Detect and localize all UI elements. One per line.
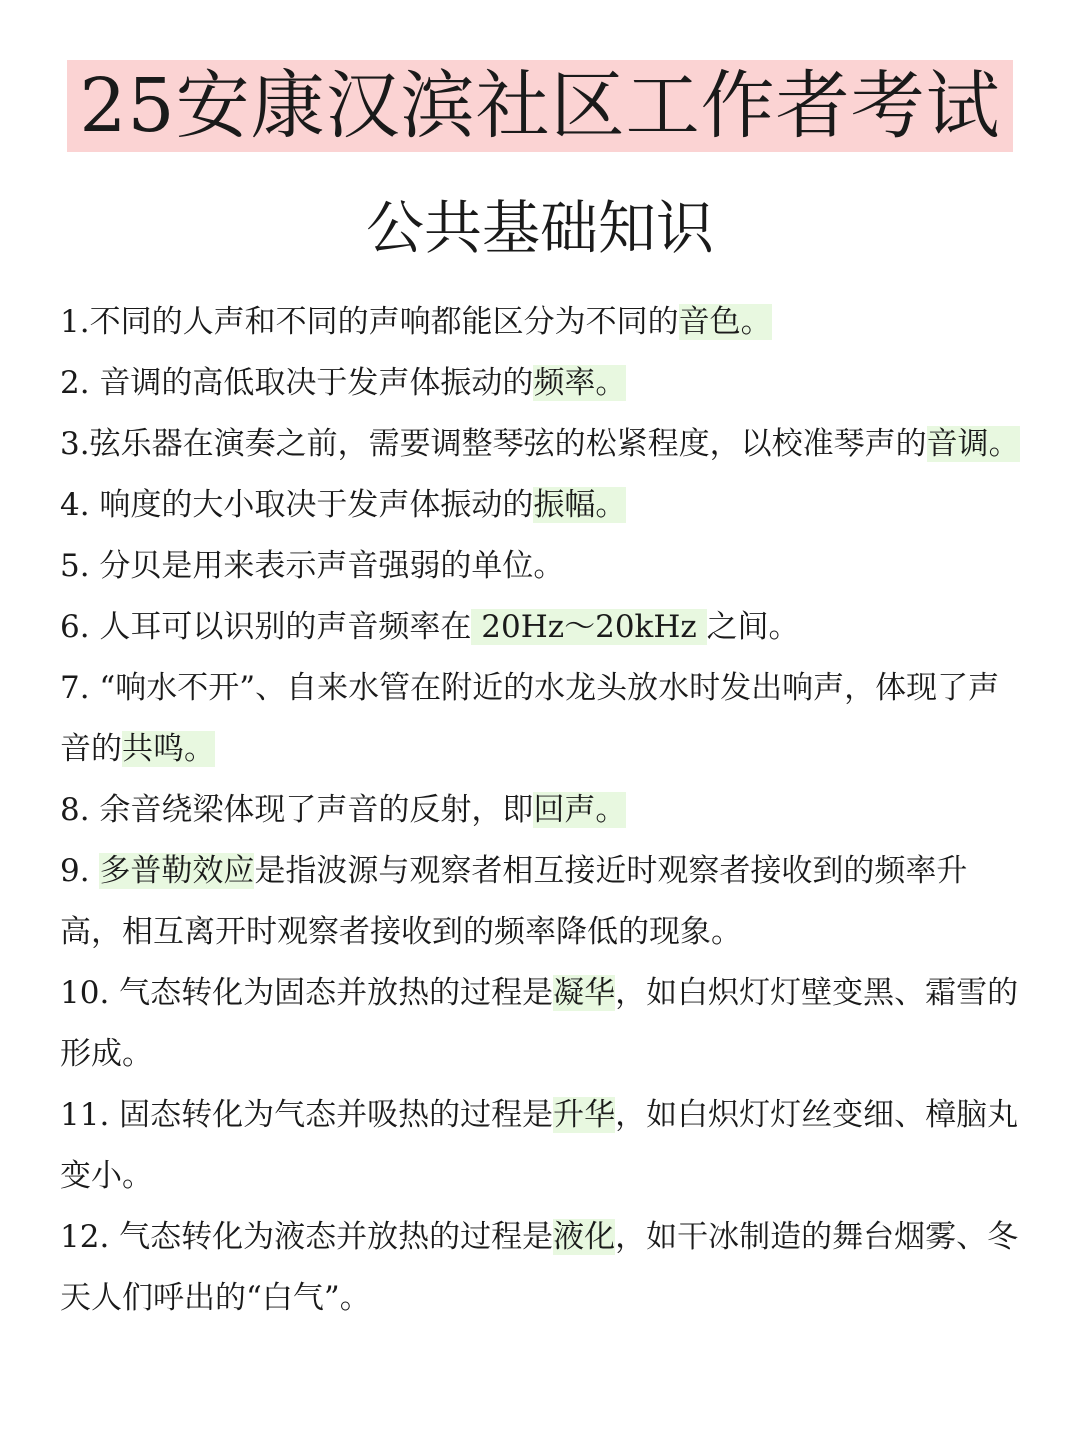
key-term: 音调。 xyxy=(926,426,1020,462)
item-text: 5. 分贝是用来表示声音强弱的单位。 xyxy=(60,548,565,584)
list-item xyxy=(60,841,1022,963)
list-item xyxy=(60,1085,1022,1207)
key-term: 升华 xyxy=(553,1097,616,1133)
item-text: 6. 人耳可以识别的声音频率在 xyxy=(60,609,472,645)
knowledge-list xyxy=(60,292,1022,1329)
item-text-tail: ，如白炽灯灯壁变黑、霜雪的形成。 xyxy=(60,975,1019,1072)
key-term: 多普勒效应 xyxy=(99,853,255,889)
list-item xyxy=(60,1207,1022,1329)
item-text: 1.不同的人声和不同的声响都能区分为不同的 xyxy=(60,304,679,340)
key-term: 回声。 xyxy=(533,792,627,828)
list-item xyxy=(60,597,1022,658)
page-subtitle: 公共基础知识 xyxy=(365,194,714,262)
key-term: 音色。 xyxy=(678,304,772,340)
key-term: 20Hz～20kHz xyxy=(471,609,707,645)
item-text: 3.弦乐器在演奏之前，需要调整琴弦的松紧程度，以校准琴声的 xyxy=(60,426,927,462)
item-text: 9. xyxy=(60,853,100,889)
title-block xyxy=(0,60,1080,152)
item-text: 7. “响水不开”、自来水管在附近的水龙头放水时发出响声，体现了声音的 xyxy=(60,670,1000,767)
item-text-tail: ，如干冰制造的舞台烟雾、冬天人们呼出的“白气”。 xyxy=(60,1219,1019,1316)
list-item xyxy=(60,353,1022,414)
list-item xyxy=(60,963,1022,1085)
item-text-tail: 是指波源与观察者相互接近时观察者接收到的频率升高，相互离开时观察者接收到的频率降低的现象。 xyxy=(60,853,968,950)
list-item xyxy=(60,658,1022,780)
item-text: 11. 固态转化为气态并吸热的过程是 xyxy=(60,1097,554,1133)
key-term: 液化 xyxy=(553,1219,616,1255)
item-text: 12. 气态转化为液态并放热的过程是 xyxy=(60,1219,554,1255)
key-term: 振幅。 xyxy=(533,487,627,523)
list-item xyxy=(60,536,1022,597)
list-item xyxy=(60,475,1022,536)
page-title: 25安康汉滨社区工作者考试 xyxy=(67,60,1012,152)
item-text-tail: 之间。 xyxy=(706,609,800,645)
item-text: 10. 气态转化为固态并放热的过程是 xyxy=(60,975,554,1011)
item-text: 2. 音调的高低取决于发声体振动的 xyxy=(60,365,534,401)
key-term: 频率。 xyxy=(533,365,627,401)
item-text: 8. 余音绕梁体现了声音的反射，即 xyxy=(60,792,534,828)
list-item xyxy=(60,292,1022,353)
item-text: 4. 响度的大小取决于发声体振动的 xyxy=(60,487,534,523)
key-term: 凝华 xyxy=(553,975,616,1011)
list-item xyxy=(60,780,1022,841)
item-text-tail: ，如白炽灯灯丝变细、樟脑丸变小。 xyxy=(60,1097,1019,1194)
key-term: 共鸣。 xyxy=(122,731,215,767)
list-item xyxy=(60,414,1022,475)
